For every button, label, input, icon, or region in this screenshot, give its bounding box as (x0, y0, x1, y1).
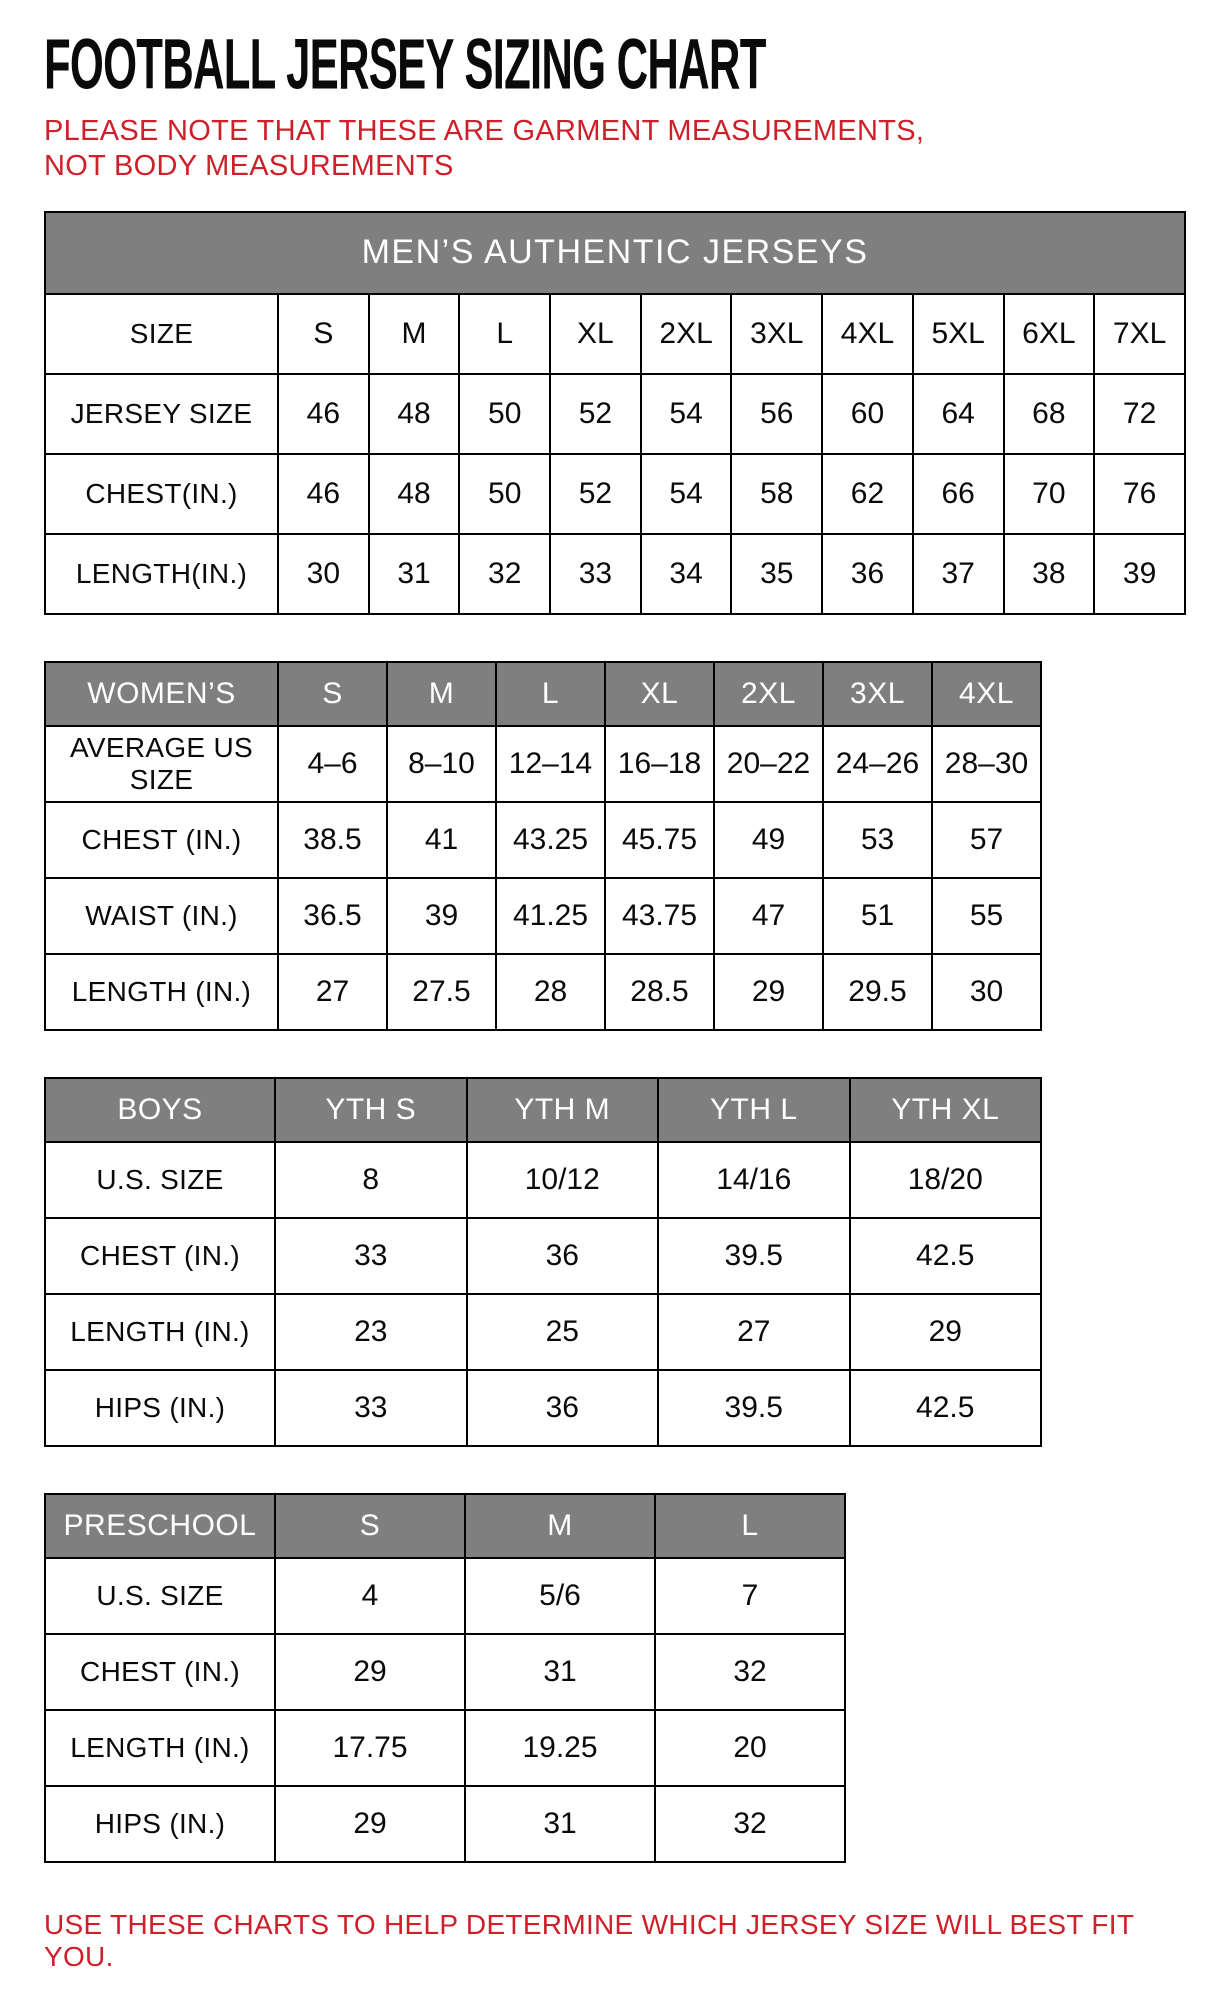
table-cell: 5XL (913, 294, 1004, 374)
table-cell: S (278, 294, 369, 374)
table-cell: 32 (655, 1786, 845, 1862)
table-row (45, 802, 1041, 878)
table-cell: 49 (714, 802, 823, 878)
table-cell: 46 (278, 374, 369, 454)
page-title (44, 22, 1180, 104)
table-cell: 42.5 (850, 1218, 1042, 1294)
table-cell: XL (550, 294, 641, 374)
row-label: CHEST (IN.) (45, 1218, 275, 1294)
table-cell: 18/20 (850, 1142, 1042, 1218)
table-cell: 29 (714, 954, 823, 1030)
table-row (45, 1370, 1041, 1446)
table-header-row (45, 1494, 845, 1558)
table-cell: 4XL (822, 294, 913, 374)
table-cell: 34 (641, 534, 732, 614)
table-cell: 8–10 (387, 726, 496, 802)
table-cell: 54 (641, 454, 732, 534)
table-cell: 36 (822, 534, 913, 614)
table-cell: 28 (496, 954, 605, 1030)
size-table (44, 661, 1042, 1031)
row-label: CHEST (IN.) (45, 1634, 275, 1710)
row-label: CHEST(IN.) (45, 454, 278, 534)
table-banner: MEN’S AUTHENTIC JERSEYS (45, 212, 1185, 294)
column-header: L (655, 1494, 845, 1558)
table-cell: 50 (459, 454, 550, 534)
table-cell: 28–30 (932, 726, 1041, 802)
row-label: U.S. SIZE (45, 1142, 275, 1218)
table-cell: 41 (387, 802, 496, 878)
table-cell: 30 (278, 534, 369, 614)
table-cell: 25 (467, 1294, 659, 1370)
column-header: L (496, 662, 605, 726)
table-cell: 7 (655, 1558, 845, 1634)
table-cell: 19.25 (465, 1710, 655, 1786)
table-row (45, 1786, 845, 1862)
table-cell: 16–18 (605, 726, 714, 802)
table-cell: 66 (913, 454, 1004, 534)
table-cell: 31 (369, 534, 460, 614)
column-header: XL (605, 662, 714, 726)
preschool-sizing-table (44, 1493, 1180, 1863)
table-cell: 56 (731, 374, 822, 454)
row-label: HIPS (IN.) (45, 1786, 275, 1862)
row-label: LENGTH (IN.) (45, 1294, 275, 1370)
table-cell: 54 (641, 374, 732, 454)
table-cell: 12–14 (496, 726, 605, 802)
table-cell: 4–6 (278, 726, 387, 802)
table-header-row (45, 1078, 1041, 1142)
table-cell: 39 (1094, 534, 1185, 614)
table-cell: 55 (932, 878, 1041, 954)
size-table (44, 211, 1186, 615)
column-header: YTH M (467, 1078, 659, 1142)
row-label: AVERAGE US SIZE (45, 726, 278, 802)
column-header: S (275, 1494, 465, 1558)
table-row (45, 294, 1185, 374)
table-row (45, 954, 1041, 1030)
table-cell: 37 (913, 534, 1004, 614)
table-cell: 3XL (731, 294, 822, 374)
table-cell: 60 (822, 374, 913, 454)
table-cell: 32 (655, 1634, 845, 1710)
table-row (45, 454, 1185, 534)
table-cell: 23 (275, 1294, 467, 1370)
table-row (45, 1710, 845, 1786)
column-header: M (387, 662, 496, 726)
row-label: JERSEY SIZE (45, 374, 278, 454)
table-cell: 32 (459, 534, 550, 614)
table-cell: 48 (369, 454, 460, 534)
table-cell: 39 (387, 878, 496, 954)
table-cell: 39.5 (658, 1218, 850, 1294)
boys-sizing-table (44, 1077, 1180, 1447)
table-cell: 20 (655, 1710, 845, 1786)
table-cell: 31 (465, 1786, 655, 1862)
table-row (45, 726, 1041, 802)
table-cell: 46 (278, 454, 369, 534)
row-label: CHEST (IN.) (45, 802, 278, 878)
size-table (44, 1077, 1042, 1447)
table-cell: 4 (275, 1558, 465, 1634)
table-cell: 30 (932, 954, 1041, 1030)
row-label: U.S. SIZE (45, 1558, 275, 1634)
row-label: LENGTH (IN.) (45, 1710, 275, 1786)
table-cell: 36 (467, 1370, 659, 1446)
column-header: M (465, 1494, 655, 1558)
table-cell: 58 (731, 454, 822, 534)
table-cell: 17.75 (275, 1710, 465, 1786)
table-row (45, 1218, 1041, 1294)
womens-sizing-table (44, 661, 1180, 1031)
mens-sizing-table (44, 211, 1180, 615)
table-cell: 29.5 (823, 954, 932, 1030)
table-cell: 8 (275, 1142, 467, 1218)
row-label: WAIST (IN.) (45, 878, 278, 954)
table-cell: 10/12 (467, 1142, 659, 1218)
table-row (45, 1634, 845, 1710)
table-cell: 28.5 (605, 954, 714, 1030)
table-cell: L (459, 294, 550, 374)
column-header: S (278, 662, 387, 726)
table-cell: 31 (465, 1634, 655, 1710)
table-cell: 38.5 (278, 802, 387, 878)
table-cell: 35 (731, 534, 822, 614)
table-cell: 6XL (1004, 294, 1095, 374)
table-banner-row (45, 212, 1185, 294)
table-cell: M (369, 294, 460, 374)
table-cell: 38 (1004, 534, 1095, 614)
table-row (45, 1294, 1041, 1370)
table-cell: 7XL (1094, 294, 1185, 374)
table-row (45, 1558, 845, 1634)
table-cell: 42.5 (850, 1370, 1042, 1446)
table-cell: 52 (550, 454, 641, 534)
table-cell: 5/6 (465, 1558, 655, 1634)
table-cell: 36.5 (278, 878, 387, 954)
column-header: 4XL (932, 662, 1041, 726)
table-cell: 52 (550, 374, 641, 454)
table-row (45, 1142, 1041, 1218)
row-label: LENGTH (IN.) (45, 954, 278, 1030)
row-group-label: BOYS (45, 1078, 275, 1142)
table-cell: 57 (932, 802, 1041, 878)
table-row (45, 878, 1041, 954)
table-cell: 72 (1094, 374, 1185, 454)
size-table (44, 1493, 846, 1863)
table-cell: 51 (823, 878, 932, 954)
footer-note: USE THESE CHARTS TO HELP DETERMINE WHICH JERSEY SIZE WILL BEST FIT YOU. (44, 1908, 1134, 1972)
table-cell: 27 (278, 954, 387, 1030)
table-cell: 20–22 (714, 726, 823, 802)
table-row (45, 534, 1185, 614)
column-header: YTH XL (850, 1078, 1042, 1142)
table-cell: 48 (369, 374, 460, 454)
table-cell: 53 (823, 802, 932, 878)
table-cell: 29 (850, 1294, 1042, 1370)
table-cell: 2XL (641, 294, 732, 374)
table-cell: 64 (913, 374, 1004, 454)
table-cell: 45.75 (605, 802, 714, 878)
table-cell: 43.25 (496, 802, 605, 878)
row-label: LENGTH(IN.) (45, 534, 278, 614)
table-cell: 47 (714, 878, 823, 954)
column-header: YTH L (658, 1078, 850, 1142)
column-header: 2XL (714, 662, 823, 726)
table-cell: 29 (275, 1786, 465, 1862)
column-header: 3XL (823, 662, 932, 726)
table-cell: 29 (275, 1634, 465, 1710)
row-group-label: PRESCHOOL (45, 1494, 275, 1558)
table-row (45, 374, 1185, 454)
table-cell: 36 (467, 1218, 659, 1294)
table-cell: 33 (275, 1370, 467, 1446)
table-cell: 24–26 (823, 726, 932, 802)
table-cell: 14/16 (658, 1142, 850, 1218)
page-title-text: FOOTBALL JERSEY SIZING CHART (44, 23, 766, 104)
table-header-row (45, 662, 1041, 726)
table-cell: 27.5 (387, 954, 496, 1030)
table-cell: 33 (275, 1218, 467, 1294)
table-cell: 70 (1004, 454, 1095, 534)
row-group-label: WOMEN’S (45, 662, 278, 726)
table-cell: 39.5 (658, 1370, 850, 1446)
row-label: SIZE (45, 294, 278, 374)
table-cell: 62 (822, 454, 913, 534)
row-label: HIPS (IN.) (45, 1370, 275, 1446)
column-header: YTH S (275, 1078, 467, 1142)
table-cell: 50 (459, 374, 550, 454)
table-cell: 33 (550, 534, 641, 614)
table-cell: 27 (658, 1294, 850, 1370)
table-cell: 76 (1094, 454, 1185, 534)
table-cell: 41.25 (496, 878, 605, 954)
table-cell: 43.75 (605, 878, 714, 954)
table-cell: 68 (1004, 374, 1095, 454)
measurement-note: PLEASE NOTE THAT THESE ARE GARMENT MEASUREMENTS, NOT BODY MEASUREMENTS (44, 115, 925, 183)
